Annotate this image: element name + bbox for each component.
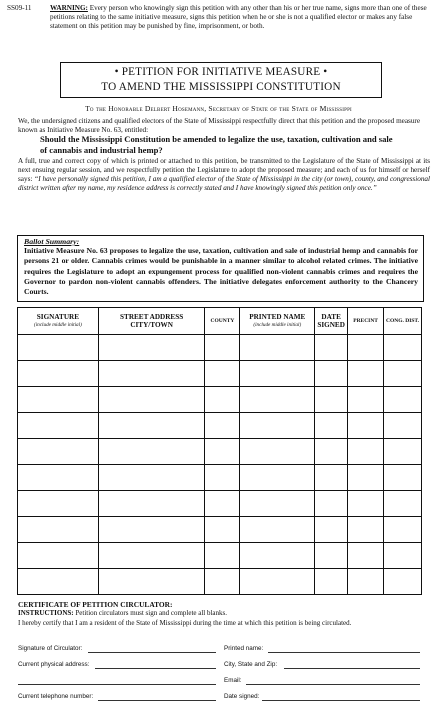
intro-paragraph: We, the undersigned citizens and qualified electors of the State of Mississippi respectfully direct that this petition and the proposed measure known as Initiative Measure No. 63, entitled: <box>18 117 421 134</box>
signature-cell[interactable] <box>240 517 315 543</box>
signature-cell[interactable] <box>384 491 422 517</box>
signature-cell[interactable] <box>205 465 240 491</box>
signature-cell[interactable] <box>315 517 348 543</box>
signature-cell[interactable] <box>315 413 348 439</box>
table-row <box>18 543 422 569</box>
table-row <box>18 491 422 517</box>
signature-cell[interactable] <box>240 491 315 517</box>
col-printed-name-sub: (include middle initial) <box>253 322 302 328</box>
signature-cell[interactable] <box>98 517 205 543</box>
signature-cell[interactable] <box>18 569 99 595</box>
signature-cell[interactable] <box>18 517 99 543</box>
signature-cell[interactable] <box>384 413 422 439</box>
col-signature <box>18 308 99 335</box>
signature-cell[interactable] <box>384 517 422 543</box>
signature-cell[interactable] <box>205 543 240 569</box>
signature-cell[interactable] <box>384 543 422 569</box>
signature-cell[interactable] <box>240 335 315 361</box>
ballot-summary-text: Initiative Measure No. 63 proposes to legalize the use, taxation, cultivation and sale of industrial hemp and cannabis for persons 21 or older. Cannabis crimes would be punishable in a manner similar to alcohol related crimes. The initiative requires the Legislature to adopt an expungement process for qualified non-violent cannabis crimes and requires the Governor to pardon non-violent cannabis offenders. The initiative delegates enforcement authority to the Chancery Courts. <box>24 246 418 297</box>
form-number: SS09-11 <box>7 4 32 12</box>
instructions-label: INSTRUCTIONS: <box>18 609 74 617</box>
signature-cell[interactable] <box>384 361 422 387</box>
email-field[interactable] <box>246 684 420 685</box>
signature-cell[interactable] <box>348 387 384 413</box>
signature-cell[interactable] <box>384 335 422 361</box>
col-street-address <box>98 308 205 335</box>
telephone-field[interactable] <box>98 700 216 701</box>
ballot-summary-box <box>17 235 424 302</box>
table-row <box>18 465 422 491</box>
signature-cell[interactable] <box>98 491 205 517</box>
signature-cell[interactable] <box>205 361 240 387</box>
signature-cell[interactable] <box>205 413 240 439</box>
signature-table-header <box>18 308 422 335</box>
signature-cell[interactable] <box>348 361 384 387</box>
col-signature-sub: (include middle initial) <box>33 322 82 328</box>
certificate-statement: I hereby certify that I am a resident of the State of Mississippi during the time at which this petition is being circulated. <box>18 619 352 627</box>
table-row <box>18 413 422 439</box>
ballot-summary-title: Ballot Summary: <box>24 237 80 246</box>
signature-cell[interactable] <box>315 491 348 517</box>
signature-cell[interactable] <box>205 491 240 517</box>
signature-cell[interactable] <box>384 387 422 413</box>
table-row <box>18 361 422 387</box>
city-state-zip-label: City, State and Zip: <box>224 661 278 668</box>
signature-cell[interactable] <box>240 361 315 387</box>
signature-cell[interactable] <box>205 439 240 465</box>
col-printed-name <box>240 308 315 335</box>
signature-cell[interactable] <box>18 465 99 491</box>
signature-cell[interactable] <box>315 387 348 413</box>
signature-cell[interactable] <box>98 465 205 491</box>
col-precinct <box>348 308 384 335</box>
signature-cell[interactable] <box>18 335 99 361</box>
signature-cell[interactable] <box>18 439 99 465</box>
signature-cell[interactable] <box>315 465 348 491</box>
signature-cell[interactable] <box>315 543 348 569</box>
date-signed-field[interactable] <box>262 700 420 701</box>
col-signature-label: SIGNATURE <box>36 313 79 321</box>
circulator-signature-label: Signature of Circulator: <box>18 645 83 652</box>
addressed-to: To the Honorable Delbert Hosemann, Secretary of State of the State of Mississippi <box>85 104 352 113</box>
ballot-question: Should the Mississippi Constitution be amended to legalize the use, taxation, cultivation and sale of cannabis and industrial hemp? <box>40 134 393 155</box>
table-row <box>18 387 422 413</box>
signature-cell[interactable] <box>384 439 422 465</box>
instructions-text: Petition circulators must sign and complete all blanks. <box>73 609 228 617</box>
signature-cell[interactable] <box>315 361 348 387</box>
petition-title-line1: • PETITION FOR INITIATIVE MEASURE • <box>114 66 328 78</box>
address-line-2-field[interactable] <box>18 684 216 685</box>
signature-cell[interactable] <box>98 361 205 387</box>
signature-cell[interactable] <box>18 387 99 413</box>
petition-title-box <box>60 62 382 98</box>
warning-text <box>50 4 432 31</box>
physical-address-field[interactable] <box>95 668 216 669</box>
col-date-signed-label: DATE SIGNED <box>317 313 345 329</box>
signature-cell[interactable] <box>18 543 99 569</box>
signature-cell[interactable] <box>18 491 99 517</box>
signature-table-body <box>18 335 422 595</box>
signature-cell[interactable] <box>384 569 422 595</box>
signature-cell[interactable] <box>240 465 315 491</box>
table-row <box>18 335 422 361</box>
col-county <box>205 308 240 335</box>
warning-label: WARNING: <box>50 4 88 12</box>
city-state-zip-field[interactable] <box>284 668 420 669</box>
col-printed-name-label: PRINTED NAME <box>249 313 306 321</box>
signature-cell[interactable] <box>240 569 315 595</box>
signature-cell[interactable] <box>205 517 240 543</box>
col-street-address-label: STREET ADDRESS CITY/TOWN <box>120 313 184 329</box>
signature-cell[interactable] <box>348 517 384 543</box>
table-row <box>18 569 422 595</box>
col-county-label: COUNTY <box>210 318 235 324</box>
signature-cell[interactable] <box>348 413 384 439</box>
certificate-title: CERTIFICATE OF PETITION CIRCULATOR: <box>18 600 173 609</box>
table-row <box>18 439 422 465</box>
elector-quote: “I have personally signed this petition, I am a qualified elector of the State of Mississippi in the city (or town), county, and congressional district written after my name, my residence address is correctly stated and I have knowingly signed this petition only once.” <box>18 175 431 192</box>
signature-cell[interactable] <box>98 439 205 465</box>
signature-cell[interactable] <box>315 569 348 595</box>
full-copy-text: A full, true and correct copy of which is printed or attached to this petition, be transmitted to the Legislature of the State of Mississippi at its next ensuing regular session, and we respectfully petition the Legislature to adopt the proposed measure; and each of us for himself or herself says: <box>18 157 430 183</box>
signature-cell[interactable] <box>98 335 205 361</box>
signature-cell[interactable] <box>18 413 99 439</box>
signature-cell[interactable] <box>98 413 205 439</box>
date-signed-label: Date signed: <box>224 693 260 700</box>
signature-cell[interactable] <box>348 543 384 569</box>
printed-name-label: Printed name: <box>224 645 264 652</box>
signature-cell[interactable] <box>348 569 384 595</box>
signature-cell[interactable] <box>205 569 240 595</box>
signature-cell[interactable] <box>348 465 384 491</box>
signature-cell[interactable] <box>98 543 205 569</box>
table-row <box>18 517 422 543</box>
signature-cell[interactable] <box>98 569 205 595</box>
col-cong-dist-label: CONG. DIST. <box>386 318 420 324</box>
signature-cell[interactable] <box>348 491 384 517</box>
signature-cell[interactable] <box>240 543 315 569</box>
signature-cell[interactable] <box>18 361 99 387</box>
signature-cell[interactable] <box>315 335 348 361</box>
signature-cell[interactable] <box>240 413 315 439</box>
signature-cell[interactable] <box>384 465 422 491</box>
signature-cell[interactable] <box>240 387 315 413</box>
col-precinct-label: PRECINT <box>353 318 378 324</box>
signature-cell[interactable] <box>348 439 384 465</box>
signature-cell[interactable] <box>205 387 240 413</box>
signature-cell[interactable] <box>98 387 205 413</box>
col-cong-dist <box>384 308 422 335</box>
signature-cell[interactable] <box>240 439 315 465</box>
signature-cell[interactable] <box>205 335 240 361</box>
certificate-instructions <box>18 609 227 617</box>
signature-cell[interactable] <box>315 439 348 465</box>
petition-title-line2: TO AMEND THE MISSISSIPPI CONSTITUTION <box>101 81 341 93</box>
circulator-signature-field[interactable] <box>88 652 216 653</box>
signature-table <box>17 307 422 595</box>
printed-name-field[interactable] <box>268 652 420 653</box>
email-label: Email: <box>224 677 242 684</box>
signature-cell[interactable] <box>348 335 384 361</box>
physical-address-label: Current physical address: <box>18 661 90 668</box>
full-copy-paragraph <box>18 157 430 193</box>
col-date-signed <box>315 308 348 335</box>
warning-body: Every person who knowingly sign this petition with any other than his or her true name, signs more than one of these petitions relating to the same initiative measure, signs this petition when he or she is not a qualified elector or makes any false statement on this petition may be punished by fine, imprisonment, or both. <box>50 4 427 30</box>
telephone-label: Current telephone number: <box>18 693 94 700</box>
